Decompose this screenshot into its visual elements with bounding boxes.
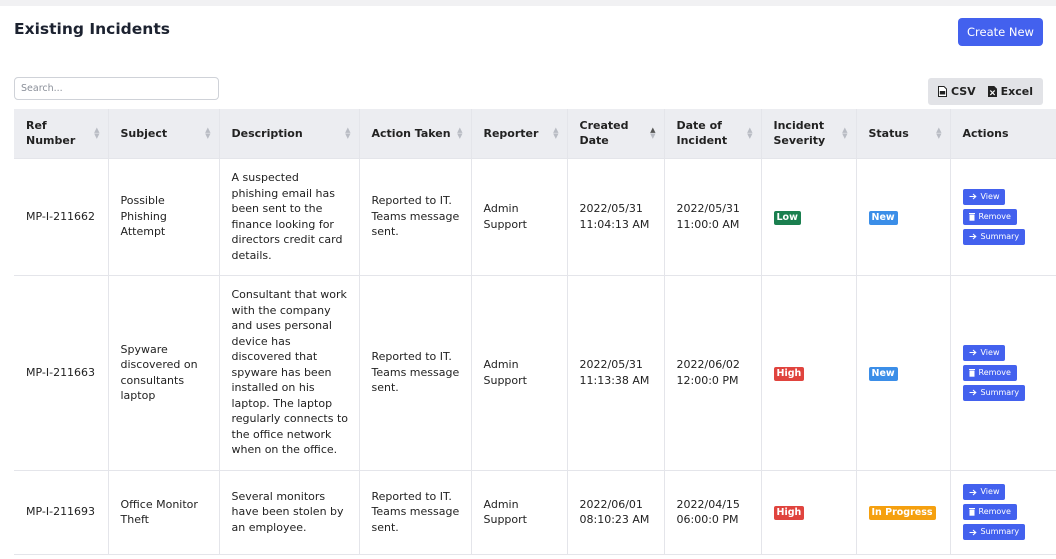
incidents-panel (0, 6, 1056, 559)
actions-cell (950, 275, 1056, 470)
status-badge: In Progress (869, 506, 936, 520)
status-badge: New (869, 211, 898, 225)
trash-icon (969, 213, 975, 221)
summary-label: Summary (980, 231, 1020, 241)
sort-icon[interactable]: ▲ ▼ (345, 126, 351, 141)
subject-cell (108, 275, 219, 470)
severity-badge: Low (774, 211, 801, 225)
column-header[interactable] (359, 109, 471, 158)
created-date-cell (567, 158, 664, 275)
action-taken-cell-text: Reported to IT. Teams message sent. (371, 350, 460, 395)
ref-number-cell-text: MP-I-211663 (26, 365, 96, 379)
table-body (14, 158, 1056, 554)
created-date-cell (567, 470, 664, 554)
subject-cell-text: Spyware discovered on consultants laptop (120, 342, 198, 402)
view-button[interactable] (963, 345, 1006, 361)
action-taken-cell (359, 470, 471, 554)
create-new-button[interactable]: Create New (958, 18, 1043, 46)
excel-label: Excel (1000, 85, 1034, 98)
sort-icon[interactable]: ▲ ▼ (842, 126, 848, 141)
column-header-label: Status (868, 126, 909, 140)
sort-icon[interactable]: ▲ ▼ (553, 126, 559, 141)
created-date-cell-text: 2022/06/01 08:10:23 AM (579, 497, 650, 526)
description-cell (219, 275, 359, 470)
arrow-right-icon (969, 489, 977, 496)
incident-date-cell-text: 2022/06/02 12:00:0 PM (676, 358, 740, 387)
sort-icon[interactable]: ▲ ▼ (747, 126, 753, 141)
remove-label: Remove (978, 211, 1011, 221)
page-title: Existing Incidents (14, 20, 170, 38)
status-cell (856, 470, 950, 554)
incident-date-cell-text: 2022/05/31 11:00:0 AM (676, 202, 740, 231)
view-button[interactable] (963, 484, 1006, 500)
incident-date-cell (664, 158, 761, 275)
view-label: View (980, 347, 1000, 357)
action-taken-cell-text: Reported to IT. Teams message sent. (371, 489, 460, 534)
severity-badge: High (774, 506, 805, 520)
reporter-cell-text: Admin Support (483, 358, 527, 387)
ref-number-cell-text: MP-I-211693 (26, 505, 96, 519)
table-header-row (14, 109, 1056, 158)
subject-cell-text: Possible Phishing Attempt (120, 194, 167, 239)
action-taken-cell (359, 158, 471, 275)
column-header[interactable] (219, 109, 359, 158)
reporter-cell-text: Admin Support (483, 497, 527, 526)
remove-button[interactable] (963, 209, 1017, 225)
severity-cell (761, 158, 856, 275)
subject-cell (108, 470, 219, 554)
remove-button[interactable] (963, 365, 1017, 381)
actions-cell (950, 158, 1056, 275)
remove-button[interactable] (963, 504, 1017, 520)
arrow-right-icon (969, 349, 977, 356)
description-cell (219, 470, 359, 554)
excel-export-button[interactable] (985, 85, 1036, 98)
summary-button[interactable] (963, 524, 1026, 540)
column-header[interactable] (664, 109, 761, 158)
view-button[interactable] (963, 189, 1006, 205)
ref-number-cell (14, 470, 108, 554)
column-header-label: Created Date (579, 119, 629, 148)
summary-label: Summary (980, 527, 1020, 537)
severity-cell (761, 275, 856, 470)
arrow-right-icon (969, 529, 977, 536)
incident-date-cell (664, 275, 761, 470)
subject-cell-text: Office Monitor Theft (120, 497, 198, 526)
reporter-cell (471, 275, 567, 470)
export-buttons (928, 78, 1043, 105)
sort-icon[interactable]: ▲ ▼ (205, 126, 211, 141)
column-header-label: Action Taken (371, 126, 451, 140)
column-header (950, 109, 1056, 158)
incident-date-cell-text: 2022/04/15 06:00:0 PM (676, 497, 740, 526)
description-cell-text: A suspected phishing email has been sent to the finance looking for directors credit card details. (231, 171, 343, 262)
description-cell (219, 158, 359, 275)
severity-cell (761, 470, 856, 554)
column-header[interactable] (567, 109, 664, 158)
reporter-cell (471, 158, 567, 275)
search-input[interactable] (14, 77, 219, 100)
column-header[interactable] (14, 109, 108, 158)
csv-export-button[interactable] (935, 85, 979, 98)
ref-number-cell-text: MP-I-211662 (26, 209, 96, 223)
column-header-label: Subject (120, 126, 168, 140)
column-header-label: Description (231, 126, 303, 140)
column-header-label: Incident Severity (773, 119, 826, 148)
ref-number-cell (14, 158, 108, 275)
sort-icon[interactable]: ▲ ▼ (457, 126, 463, 141)
trash-icon (969, 369, 975, 377)
subject-cell (108, 158, 219, 275)
sort-icon[interactable]: ▲ ▼ (650, 126, 656, 141)
column-header[interactable] (761, 109, 856, 158)
excel-file-icon (988, 86, 997, 97)
table-row (14, 275, 1056, 470)
column-header-label: Ref Number (26, 119, 76, 148)
column-header-label: Reporter (483, 126, 539, 140)
column-header[interactable] (856, 109, 950, 158)
created-date-cell-text: 2022/05/31 11:13:38 AM (579, 358, 650, 387)
remove-label: Remove (978, 367, 1011, 377)
summary-label: Summary (980, 387, 1020, 397)
column-header[interactable] (108, 109, 219, 158)
table-row (14, 470, 1056, 554)
status-cell (856, 158, 950, 275)
summary-button[interactable] (963, 229, 1026, 245)
description-cell-text: Consultant that work with the company and uses personal device has discovered that spyware has been installed on his laptop. The laptop regularly connects to the office network when on the office. (231, 288, 349, 457)
table-row (14, 158, 1056, 275)
view-label: View (980, 191, 1000, 201)
arrow-right-icon (969, 389, 977, 396)
status-badge: New (869, 367, 898, 381)
reporter-cell (471, 470, 567, 554)
incidents-table (14, 109, 1056, 555)
severity-badge: High (774, 367, 805, 381)
sort-icon[interactable]: ▲ ▼ (94, 126, 100, 141)
arrow-right-icon (969, 233, 977, 240)
csv-label: CSV (950, 85, 976, 98)
description-cell-text: Several monitors have been stolen by an employee. (231, 489, 344, 534)
column-header[interactable] (471, 109, 567, 158)
created-date-cell-text: 2022/05/31 11:04:13 AM (579, 202, 650, 231)
incident-date-cell (664, 470, 761, 554)
action-taken-cell-text: Reported to IT. Teams message sent. (371, 194, 460, 239)
column-header-label: Actions (962, 126, 1009, 140)
sort-icon[interactable]: ▲ ▼ (936, 126, 942, 141)
csv-file-icon (938, 86, 947, 97)
remove-label: Remove (978, 507, 1011, 517)
action-taken-cell (359, 275, 471, 470)
actions-cell (950, 470, 1056, 554)
status-cell (856, 275, 950, 470)
arrow-right-icon (969, 193, 977, 200)
reporter-cell-text: Admin Support (483, 202, 527, 231)
trash-icon (969, 508, 975, 516)
ref-number-cell (14, 275, 108, 470)
column-header-label: Date of Incident (676, 119, 728, 148)
summary-button[interactable] (963, 385, 1026, 401)
view-label: View (980, 487, 1000, 497)
created-date-cell (567, 275, 664, 470)
